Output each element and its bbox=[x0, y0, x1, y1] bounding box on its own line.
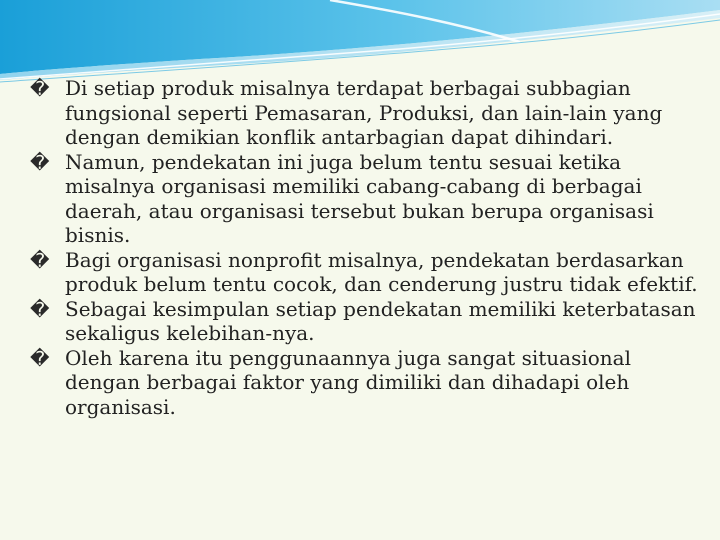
bullet-marker-icon: � bbox=[30, 298, 50, 321]
bullet-marker-icon: � bbox=[30, 78, 50, 100]
bullet-text: Di setiap produk misalnya terdapat berbagai subbagian fungsional seperti Pemasaran, Produksi, dan lain-lain yang dengan demikian konflik antarbagian dapat dihindari. bbox=[65, 76, 663, 149]
bullet-item bbox=[30, 248, 700, 297]
bullet-marker-icon: � bbox=[30, 249, 50, 272]
bullet-item bbox=[30, 297, 700, 346]
bullet-text: Sebagai kesimpulan setiap pendekatan memiliki keterbatasan sekaligus kelebihan-nya. bbox=[65, 296, 696, 345]
bullet-text: Oleh karena itu penggunaannya juga sangat situasional dengan berbagai faktor yang dimiliki dan dihadapi oleh organisasi. bbox=[65, 345, 631, 419]
bullet-marker-icon: � bbox=[30, 151, 50, 174]
bullet-item bbox=[30, 150, 700, 248]
bullet-text: Namun, pendekatan ini juga belum tentu sesuai ketika misalnya organisasi memiliki cabang-cabang di berbagai daerah, atau organisasi tersebut bukan berupa organisasi bisnis. bbox=[65, 149, 654, 247]
bullet-text: Bagi organisasi nonprofit misalnya, pendekatan berdasarkan produk belum tentu cocok, dan cenderung justru tidak efektif. bbox=[65, 247, 698, 296]
bullet-item bbox=[30, 76, 700, 150]
bullet-list bbox=[30, 76, 700, 419]
bullet-marker-icon: � bbox=[30, 347, 50, 370]
bullet-item bbox=[30, 346, 700, 420]
